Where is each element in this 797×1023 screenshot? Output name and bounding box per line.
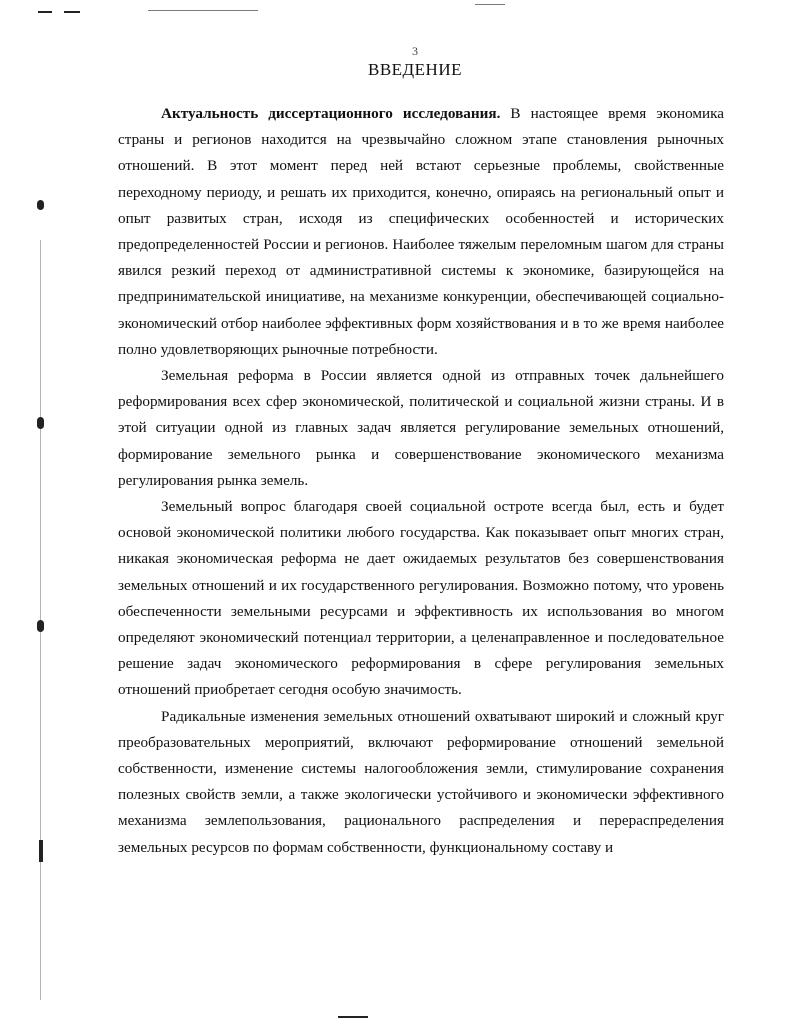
body-text — [118, 101, 724, 861]
scan-mark — [37, 200, 44, 210]
paragraph-lead: Актуальность диссертационного исследования. — [161, 105, 501, 122]
scan-mark — [64, 11, 80, 13]
paragraph-1 — [118, 101, 724, 363]
scan-mark — [148, 10, 258, 11]
scan-mark — [338, 1016, 368, 1018]
scan-mark — [40, 240, 41, 1000]
page-number: 3 — [412, 44, 418, 58]
scan-mark — [38, 11, 52, 13]
paragraph-3: Земельный вопрос благодаря своей социальной остроте всегда был, есть и будет основой экономической политики любого государства. Как показывает опыт многих стран, никакая экономическая реформа не дает ожидаемых результатов без совершенствования земельных отношений и их государственного регулирования. Возможно потому, что уровень обеспеченности земельными ресурсами и эффективность их использования во многом определяют экономический потенциал территории, а целенаправленное и последовательное решение задач экономического реформирования в сфере регулирования земельных отношений приобретает сегодня особую значимость. — [118, 498, 724, 699]
paragraph-text: В настоящее время экономика страны и регионов находится на чрезвычайно сложном этапе становления рыночных отношений. В этот момент перед ней встают серьезные проблемы, свойственные переходному периоду, и решать их приходится, конечно, опираясь на региональный опыт и опыт развитых стран, исходя из специфических особенностей и исторических предопределенностей России и регионов. Наиболее тяжелым переломным шагом для страны явился резкий переход от административной системы к экономике, базирующейся на предпринимательской инициативе, на механизме конкуренции, обеспечивающей социально-экономический отбор наиболее эффективных форм хозяйствования и в то же время наиболее полно удовлетворяющих рыночные потребности. — [118, 105, 725, 358]
page-title: ВВЕДЕНИЕ — [368, 60, 462, 79]
paragraph-4: Радикальные изменения земельных отношений охватывают широкий и сложный круг преобразовательных мероприятий, включают реформирование отношений земельной собственности, изменение системы налогообложения земли, стимулирование сохранения полезных свойств земли, а также экологически устойчивого и экономически эффективного механизма землепользования, рационального распределения и перераспределения земельных ресурсов по формам собственности, функциональному составу и — [118, 707, 724, 856]
scan-mark — [475, 4, 505, 5]
paragraph-2: Земельная реформа в России является одной из отправных точек дальнейшего реформирования всех сфер экономической, политической и социальной жизни страны. И в этой ситуации одной из главных задач является регулирование земельных отношений, формирование земельного рынка и совершенствование экономического механизма регулирования рынка земель. — [118, 367, 724, 489]
